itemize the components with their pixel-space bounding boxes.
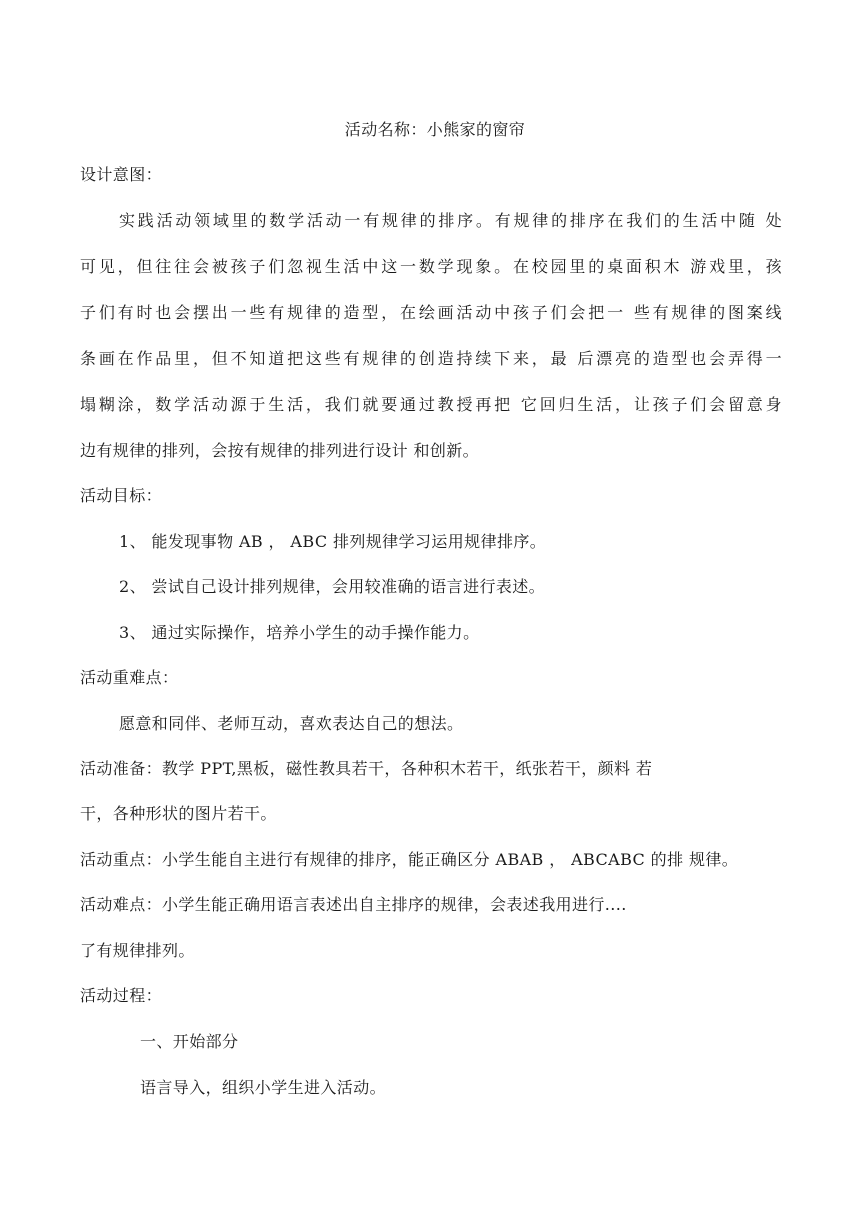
difficulty-line: 活动难点：小学生能正确用语言表述出自主排序的规律，会表述我用进行.... — [80, 895, 627, 914]
process-heading: 活动过程： — [80, 986, 163, 1005]
process-text: 语言导入，组织小学生进入活动。 — [140, 1078, 387, 1097]
design-intent-line: 子们有时也会摆出一些有规律的造型，在绘画活动中孩子们会把一 些有规律的图案线 — [80, 303, 782, 322]
goals-heading: 活动目标： — [80, 486, 163, 505]
key-difficulty-text: 愿意和同伴、老师互动，喜欢表达自己的想法。 — [119, 714, 464, 733]
goal-item: 2、 尝试自己设计排列规律，会用较准确的语言进行表述。 — [119, 577, 546, 596]
design-intent-line: 实践活动领域里的数学活动一有规律的排序。有规律的排序在我们的生活中随 处 — [119, 211, 782, 230]
design-intent-line: 边有规律的排列，会按有规律的排列进行设计 和创新。 — [80, 441, 480, 460]
preparation-line: 干，各种形状的图片若干。 — [80, 804, 277, 823]
focus-line: 活动重点：小学生能自主进行有规律的排序，能正确区分 ABAB ， ABCABC 的排 规律。 — [80, 850, 739, 869]
design-intent-line: 可见，但往往会被孩子们忽视生活中这一数学现象。在校园里的桌面积木 游戏里，孩 — [80, 257, 782, 276]
process-section-title: 一、开始部分 — [140, 1032, 239, 1051]
preparation-line: 活动准备：教学 PPT,黑板，磁性教具若干，各种积木若干，纸张若干，颜料 若 — [80, 759, 653, 778]
document-title: 活动名称：小熊家的窗帘 — [344, 120, 526, 139]
design-intent-line: 塌糊涂，数学活动源于生活，我们就要通过教授再把 它回归生活，让孩子们会留意身 — [80, 395, 782, 414]
difficulty-line: 了有规律排列。 — [80, 941, 195, 960]
design-intent-line: 条画在作品里，但不知道把这些有规律的创造持续下来，最 后漂亮的造型也会弄得一 — [80, 349, 782, 368]
goal-item: 3、 通过实际操作，培养小学生的动手操作能力。 — [119, 623, 480, 642]
key-difficulty-heading: 活动重难点： — [80, 668, 179, 687]
goal-item: 1、 能发现事物 AB ， ABC 排列规律学习运用规律排序。 — [119, 532, 547, 551]
design-intent-heading: 设计意图： — [80, 165, 163, 184]
